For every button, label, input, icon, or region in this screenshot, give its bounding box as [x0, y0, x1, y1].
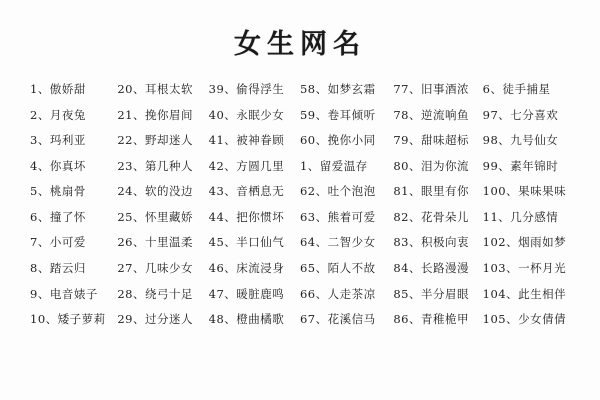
list-item: 10、矮子萝莉	[30, 312, 106, 327]
list-item: 86、青稚桅甲	[393, 312, 469, 327]
list-item: 78、逆流响鱼	[393, 107, 469, 122]
list-item: 2、月夜兔	[30, 107, 86, 122]
list-item: 102、烟雨如梦	[482, 235, 567, 250]
list-item: 1、傲娇甜	[30, 82, 86, 96]
list-item: 59、卷耳倾听	[299, 107, 376, 122]
list-item: 11、几分感情	[482, 209, 559, 224]
list-item: 28、绕弓十足	[117, 286, 193, 301]
page-title: 女生网名	[234, 29, 366, 60]
list-item: 22、野却迷人	[117, 133, 193, 148]
list-item: 40、永眠少女	[208, 107, 285, 122]
list-item: 60、挽你小同	[299, 133, 376, 148]
list-item: 43、音栖息无	[208, 184, 285, 199]
list-item: 24、软的没边	[117, 184, 193, 199]
list-item: 4、你真坏	[30, 158, 86, 173]
list-item: 3、玛利亚	[30, 133, 86, 148]
list-item: 85、半分眉眼	[393, 286, 469, 301]
name-list-columns	[0, 67, 600, 339]
name-column-5	[391, 83, 482, 339]
list-item: 9、电音婊子	[30, 286, 98, 301]
name-column-1	[26, 83, 117, 339]
list-item: 104、此生相伴	[482, 286, 567, 301]
list-item: 29、过分迷人	[117, 312, 193, 327]
list-item: 84、长路漫漫	[393, 260, 469, 275]
list-item: 64、二智少女	[299, 235, 376, 250]
name-column-6	[483, 83, 574, 339]
name-column-3	[209, 83, 300, 339]
list-item: 5、桃扇骨	[30, 184, 86, 199]
list-item: 8、踏云归	[30, 260, 86, 275]
list-item: 97、七分喜欢	[482, 107, 559, 122]
list-item: 42、方圆几里	[208, 158, 285, 173]
list-item: 82、花骨朵儿	[393, 209, 469, 224]
list-item: 26、十里温柔	[117, 235, 193, 250]
list-item: 45、半口仙气	[208, 235, 285, 250]
list-item: 47、暖脏鹿鸣	[208, 286, 285, 301]
list-item: 77、旧事酒浓	[393, 82, 469, 96]
list-item: 1、留爱温存	[299, 158, 368, 173]
list-item: 81、眼里有你	[393, 184, 469, 199]
list-item: 7、小可爱	[30, 235, 86, 250]
list-item: 44、把你惯坏	[208, 209, 285, 224]
list-item: 105、少女倩倩	[482, 312, 567, 327]
list-item: 48、橙曲橘歌	[208, 312, 285, 327]
list-item: 79、甜味超标	[393, 133, 469, 148]
name-column-2	[117, 83, 208, 339]
list-item: 46、床流浸身	[208, 260, 285, 275]
list-item: 62、吐个泡泡	[299, 184, 376, 199]
list-item: 66、人走茶凉	[299, 286, 376, 301]
list-item: 41、被神眷顾	[208, 133, 285, 148]
list-item: 65、陌人不故	[299, 260, 376, 275]
list-item: 6、撞了怀	[30, 209, 86, 224]
list-item: 25、怀里藏娇	[117, 209, 193, 224]
list-item: 99、素年锦时	[482, 158, 559, 173]
list-item: 103、一杯月光	[482, 260, 567, 275]
list-item: 6、徒手捕星	[482, 82, 551, 96]
list-item: 80、泪为你流	[393, 158, 469, 173]
list-item: 100、果味果味	[482, 184, 567, 199]
list-item: 23、第几种人	[117, 158, 193, 173]
list-item: 21、挽你眉间	[117, 107, 193, 122]
name-column-4	[300, 83, 391, 339]
list-item: 58、如梦玄霜	[299, 82, 376, 96]
list-item: 63、熊着可爱	[299, 209, 376, 224]
list-item: 67、花溪信马	[299, 312, 376, 327]
list-item: 83、积极向衷	[393, 235, 469, 250]
list-item: 39、偷得浮生	[208, 82, 285, 96]
list-item: 27、几味少女	[117, 260, 193, 275]
list-item: 98、九号仙女	[482, 133, 559, 148]
list-item: 20、耳根太软	[117, 82, 193, 96]
